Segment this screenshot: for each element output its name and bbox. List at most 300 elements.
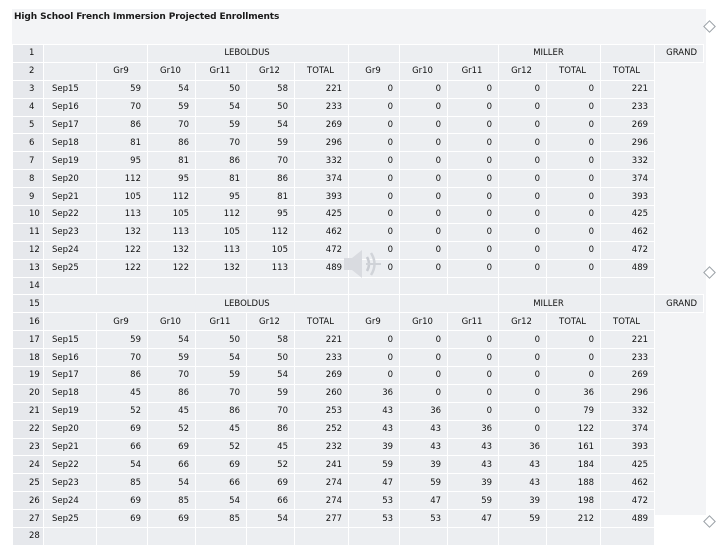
value-cell[interactable]: 221 [295,331,349,349]
row-number[interactable]: 1 [13,45,44,63]
school-name-miller[interactable]: MILLER [499,295,601,313]
year-label[interactable]: Sep16 [44,349,97,367]
value-cell[interactable]: 39 [349,438,400,456]
row-number[interactable]: 4 [13,98,44,116]
value-cell[interactable]: 69 [97,510,148,528]
year-label[interactable]: Sep25 [44,510,97,528]
value-cell[interactable]: 296 [295,134,349,152]
row-number[interactable]: 18 [13,349,44,367]
year-label[interactable]: Sep24 [44,241,97,259]
value-cell[interactable]: 39 [499,492,547,510]
value-cell[interactable]: 232 [295,438,349,456]
year-label[interactable]: Sep25 [44,259,97,277]
cell-empty[interactable] [400,277,448,295]
cell-empty[interactable] [97,277,148,295]
value-cell[interactable]: 43 [349,402,400,420]
value-cell[interactable]: 113 [196,241,247,259]
column-header[interactable]: Gr10 [400,313,448,331]
value-cell[interactable]: 332 [295,152,349,170]
cell-empty[interactable] [400,528,448,546]
value-cell[interactable]: 0 [448,367,499,385]
value-cell[interactable]: 0 [400,170,448,188]
column-header[interactable]: Gr11 [448,62,499,80]
row-number[interactable]: 12 [13,241,44,259]
value-cell[interactable]: 274 [295,474,349,492]
value-cell[interactable]: 296 [601,384,655,402]
value-cell[interactable]: 132 [196,259,247,277]
value-cell[interactable]: 36 [499,438,547,456]
value-cell[interactable]: 53 [349,492,400,510]
cell-empty[interactable] [295,528,349,546]
value-cell[interactable]: 221 [601,331,655,349]
value-cell[interactable]: 0 [547,223,601,241]
value-cell[interactable]: 59 [448,492,499,510]
value-cell[interactable]: 45 [97,384,148,402]
value-cell[interactable]: 69 [196,456,247,474]
cell-empty[interactable] [97,528,148,546]
value-cell[interactable]: 70 [196,384,247,402]
row-number[interactable]: 20 [13,384,44,402]
grand-total-header[interactable]: GRAND [655,295,704,313]
cell-empty[interactable] [400,295,499,313]
value-cell[interactable]: 66 [196,474,247,492]
row-number[interactable]: 8 [13,170,44,188]
row-number[interactable]: 13 [13,259,44,277]
value-cell[interactable]: 0 [400,331,448,349]
year-label[interactable]: Sep20 [44,420,97,438]
value-cell[interactable]: 374 [295,170,349,188]
row-number[interactable]: 23 [13,438,44,456]
value-cell[interactable]: 43 [400,420,448,438]
value-cell[interactable]: 86 [148,134,196,152]
cell-empty[interactable] [349,45,400,63]
value-cell[interactable]: 54 [97,456,148,474]
column-header[interactable]: Gr12 [247,62,295,80]
value-cell[interactable]: 58 [247,80,295,98]
value-cell[interactable]: 233 [295,349,349,367]
value-cell[interactable]: 81 [196,170,247,188]
value-cell[interactable]: 112 [97,170,148,188]
value-cell[interactable]: 0 [499,367,547,385]
value-cell[interactable]: 45 [247,438,295,456]
value-cell[interactable]: 59 [247,384,295,402]
row-number[interactable]: 28 [13,528,44,546]
value-cell[interactable]: 105 [148,206,196,224]
column-header[interactable]: TOTAL [295,62,349,80]
value-cell[interactable]: 86 [247,420,295,438]
year-label[interactable]: Sep23 [44,474,97,492]
value-cell[interactable]: 85 [97,474,148,492]
value-cell[interactable]: 233 [601,349,655,367]
row-number[interactable]: 25 [13,474,44,492]
value-cell[interactable]: 47 [448,510,499,528]
value-cell[interactable]: 70 [148,367,196,385]
cell-empty[interactable] [547,277,601,295]
value-cell[interactable]: 81 [247,188,295,206]
column-header[interactable]: Gr10 [148,62,196,80]
row-number[interactable]: 7 [13,152,44,170]
value-cell[interactable]: 0 [547,170,601,188]
value-cell[interactable]: 86 [247,170,295,188]
column-header[interactable]: Gr9 [97,313,148,331]
value-cell[interactable]: 0 [448,223,499,241]
value-cell[interactable]: 296 [601,134,655,152]
grand-total-header[interactable]: GRAND [655,45,704,63]
value-cell[interactable]: 132 [97,223,148,241]
value-cell[interactable]: 0 [448,188,499,206]
value-cell[interactable]: 0 [448,241,499,259]
value-cell[interactable]: 0 [400,206,448,224]
value-cell[interactable]: 0 [547,134,601,152]
row-number[interactable]: 11 [13,223,44,241]
value-cell[interactable]: 112 [148,188,196,206]
value-cell[interactable]: 0 [349,188,400,206]
value-cell[interactable]: 0 [499,241,547,259]
row-number[interactable]: 5 [13,116,44,134]
value-cell[interactable]: 0 [349,80,400,98]
value-cell[interactable]: 112 [247,223,295,241]
value-cell[interactable]: 425 [295,206,349,224]
value-cell[interactable]: 0 [499,116,547,134]
value-cell[interactable]: 274 [295,492,349,510]
value-cell[interactable]: 0 [547,331,601,349]
value-cell[interactable]: 36 [349,384,400,402]
year-label[interactable]: Sep18 [44,134,97,152]
value-cell[interactable]: 69 [148,438,196,456]
column-header[interactable]: Gr9 [97,62,148,80]
value-cell[interactable]: 161 [547,438,601,456]
value-cell[interactable]: 0 [547,98,601,116]
column-header[interactable]: Gr12 [499,62,547,80]
value-cell[interactable]: 43 [499,474,547,492]
resize-handle-bottom[interactable] [703,515,716,528]
column-header[interactable]: Gr11 [196,313,247,331]
value-cell[interactable]: 0 [448,116,499,134]
value-cell[interactable]: 47 [349,474,400,492]
value-cell[interactable]: 0 [547,206,601,224]
row-number[interactable]: 21 [13,402,44,420]
value-cell[interactable]: 0 [499,349,547,367]
value-cell[interactable]: 472 [295,241,349,259]
value-cell[interactable]: 0 [349,116,400,134]
value-cell[interactable]: 0 [448,384,499,402]
value-cell[interactable]: 0 [400,241,448,259]
cell-empty[interactable] [44,62,97,80]
value-cell[interactable]: 0 [400,80,448,98]
value-cell[interactable]: 86 [196,402,247,420]
value-cell[interactable]: 58 [247,331,295,349]
value-cell[interactable]: 269 [601,367,655,385]
value-cell[interactable]: 0 [448,98,499,116]
value-cell[interactable]: 489 [601,510,655,528]
value-cell[interactable]: 59 [247,134,295,152]
value-cell[interactable]: 0 [448,206,499,224]
value-cell[interactable]: 105 [97,188,148,206]
value-cell[interactable]: 0 [499,384,547,402]
value-cell[interactable]: 0 [499,152,547,170]
value-cell[interactable]: 489 [295,259,349,277]
value-cell[interactable]: 0 [400,367,448,385]
value-cell[interactable]: 122 [547,420,601,438]
cell-empty[interactable] [44,45,148,63]
value-cell[interactable]: 0 [400,134,448,152]
value-cell[interactable]: 374 [601,420,655,438]
value-cell[interactable]: 0 [499,206,547,224]
value-cell[interactable]: 132 [148,241,196,259]
school-name-miller[interactable]: MILLER [499,45,601,63]
value-cell[interactable]: 70 [247,152,295,170]
value-cell[interactable]: 54 [148,331,196,349]
cell-empty[interactable] [44,295,148,313]
value-cell[interactable]: 59 [196,367,247,385]
value-cell[interactable]: 43 [349,420,400,438]
value-cell[interactable]: 221 [295,80,349,98]
row-number[interactable]: 16 [13,313,44,331]
value-cell[interactable]: 43 [448,456,499,474]
value-cell[interactable]: 0 [400,116,448,134]
column-header[interactable]: TOTAL [601,313,655,331]
value-cell[interactable]: 54 [196,492,247,510]
value-cell[interactable]: 36 [400,402,448,420]
value-cell[interactable]: 0 [448,402,499,420]
value-cell[interactable]: 95 [196,188,247,206]
row-number[interactable]: 9 [13,188,44,206]
cell-empty[interactable] [499,277,547,295]
value-cell[interactable]: 113 [97,206,148,224]
value-cell[interactable]: 0 [547,367,601,385]
value-cell[interactable]: 113 [247,259,295,277]
value-cell[interactable]: 0 [349,206,400,224]
year-label[interactable]: Sep19 [44,152,97,170]
speaker-icon[interactable] [340,244,384,284]
value-cell[interactable]: 43 [400,438,448,456]
column-header[interactable]: Gr9 [349,62,400,80]
value-cell[interactable]: 66 [97,438,148,456]
year-label[interactable]: Sep20 [44,170,97,188]
value-cell[interactable]: 0 [400,384,448,402]
value-cell[interactable]: 184 [547,456,601,474]
row-number[interactable]: 14 [13,277,44,295]
column-header[interactable]: TOTAL [295,313,349,331]
value-cell[interactable]: 112 [196,206,247,224]
value-cell[interactable]: 0 [499,420,547,438]
cell-empty[interactable] [400,45,499,63]
cell-empty[interactable] [499,528,547,546]
cell-empty[interactable] [247,528,295,546]
value-cell[interactable]: 47 [400,492,448,510]
value-cell[interactable]: 0 [499,170,547,188]
value-cell[interactable]: 0 [448,152,499,170]
row-number[interactable]: 2 [13,62,44,80]
value-cell[interactable]: 105 [196,223,247,241]
cell-empty[interactable] [601,277,655,295]
value-cell[interactable]: 122 [97,259,148,277]
cell-empty[interactable] [44,313,97,331]
value-cell[interactable]: 0 [349,367,400,385]
value-cell[interactable]: 0 [499,188,547,206]
column-header[interactable]: Gr12 [247,313,295,331]
value-cell[interactable]: 462 [601,474,655,492]
value-cell[interactable]: 0 [547,349,601,367]
year-label[interactable]: Sep22 [44,456,97,474]
value-cell[interactable]: 0 [547,80,601,98]
value-cell[interactable]: 0 [448,170,499,188]
value-cell[interactable]: 0 [349,241,400,259]
value-cell[interactable]: 50 [196,80,247,98]
value-cell[interactable]: 43 [448,438,499,456]
value-cell[interactable]: 69 [97,420,148,438]
year-label[interactable]: Sep19 [44,402,97,420]
value-cell[interactable]: 0 [349,349,400,367]
value-cell[interactable]: 269 [295,116,349,134]
value-cell[interactable]: 0 [547,152,601,170]
value-cell[interactable]: 462 [601,223,655,241]
value-cell[interactable]: 0 [448,259,499,277]
value-cell[interactable]: 66 [247,492,295,510]
value-cell[interactable]: 54 [148,80,196,98]
value-cell[interactable]: 198 [547,492,601,510]
value-cell[interactable]: 81 [148,152,196,170]
value-cell[interactable]: 472 [601,241,655,259]
value-cell[interactable]: 59 [148,98,196,116]
column-header[interactable]: TOTAL [547,62,601,80]
value-cell[interactable]: 241 [295,456,349,474]
year-label[interactable]: Sep15 [44,80,97,98]
year-label[interactable]: Sep18 [44,384,97,402]
value-cell[interactable]: 233 [601,98,655,116]
value-cell[interactable]: 393 [295,188,349,206]
column-header[interactable]: Gr9 [349,313,400,331]
value-cell[interactable]: 81 [97,134,148,152]
value-cell[interactable]: 70 [148,116,196,134]
cell-empty[interactable] [448,277,499,295]
value-cell[interactable]: 0 [499,331,547,349]
value-cell[interactable]: 260 [295,384,349,402]
cell-empty[interactable] [44,277,97,295]
cell-empty[interactable] [601,528,655,546]
value-cell[interactable]: 50 [247,349,295,367]
value-cell[interactable]: 425 [601,206,655,224]
value-cell[interactable]: 0 [349,259,400,277]
value-cell[interactable]: 0 [400,152,448,170]
column-header[interactable]: Gr11 [196,62,247,80]
cell-empty[interactable] [601,45,655,63]
row-number[interactable]: 6 [13,134,44,152]
value-cell[interactable]: 95 [148,170,196,188]
value-cell[interactable]: 59 [97,331,148,349]
value-cell[interactable]: 95 [97,152,148,170]
cell-empty[interactable] [44,528,97,546]
value-cell[interactable]: 0 [349,170,400,188]
cell-empty[interactable] [148,528,196,546]
cell-empty[interactable] [601,295,655,313]
column-header[interactable]: Gr11 [448,313,499,331]
value-cell[interactable]: 36 [547,384,601,402]
value-cell[interactable]: 0 [400,259,448,277]
value-cell[interactable]: 332 [601,152,655,170]
value-cell[interactable]: 54 [247,116,295,134]
value-cell[interactable]: 0 [349,98,400,116]
column-header[interactable]: Gr10 [148,313,196,331]
year-label[interactable]: Sep21 [44,438,97,456]
value-cell[interactable]: 54 [247,367,295,385]
value-cell[interactable]: 70 [196,134,247,152]
value-cell[interactable]: 59 [196,116,247,134]
year-label[interactable]: Sep17 [44,367,97,385]
value-cell[interactable]: 122 [148,259,196,277]
value-cell[interactable]: 52 [247,456,295,474]
value-cell[interactable]: 69 [97,492,148,510]
value-cell[interactable]: 70 [247,402,295,420]
cell-empty[interactable] [547,528,601,546]
value-cell[interactable]: 59 [349,456,400,474]
value-cell[interactable]: 0 [400,349,448,367]
column-header[interactable]: TOTAL [547,313,601,331]
value-cell[interactable]: 59 [400,474,448,492]
value-cell[interactable]: 54 [196,98,247,116]
value-cell[interactable]: 0 [448,134,499,152]
year-label[interactable]: Sep15 [44,331,97,349]
value-cell[interactable]: 39 [400,456,448,474]
value-cell[interactable]: 45 [148,402,196,420]
value-cell[interactable]: 233 [295,98,349,116]
value-cell[interactable]: 0 [448,80,499,98]
column-header[interactable]: Gr12 [499,313,547,331]
value-cell[interactable]: 85 [196,510,247,528]
year-label[interactable]: Sep23 [44,223,97,241]
value-cell[interactable]: 59 [148,349,196,367]
column-header[interactable]: Gr10 [400,62,448,80]
value-cell[interactable]: 374 [601,170,655,188]
row-number[interactable]: 3 [13,80,44,98]
value-cell[interactable]: 462 [295,223,349,241]
value-cell[interactable]: 39 [448,474,499,492]
value-cell[interactable]: 95 [247,206,295,224]
value-cell[interactable]: 332 [601,402,655,420]
value-cell[interactable]: 472 [601,492,655,510]
value-cell[interactable]: 36 [448,420,499,438]
value-cell[interactable]: 0 [448,331,499,349]
value-cell[interactable]: 0 [547,188,601,206]
row-number[interactable]: 17 [13,331,44,349]
school-name-leboldus[interactable]: LEBOLDUS [148,45,349,63]
value-cell[interactable]: 0 [547,116,601,134]
value-cell[interactable]: 45 [196,420,247,438]
cell-empty[interactable] [196,277,247,295]
value-cell[interactable]: 0 [400,223,448,241]
row-number[interactable]: 15 [13,295,44,313]
row-number[interactable]: 24 [13,456,44,474]
value-cell[interactable]: 0 [349,331,400,349]
year-label[interactable]: Sep22 [44,206,97,224]
value-cell[interactable]: 59 [97,80,148,98]
value-cell[interactable]: 0 [499,259,547,277]
value-cell[interactable]: 252 [295,420,349,438]
cell-empty[interactable] [247,277,295,295]
value-cell[interactable]: 212 [547,510,601,528]
value-cell[interactable]: 269 [601,116,655,134]
school-name-leboldus[interactable]: LEBOLDUS [148,295,349,313]
value-cell[interactable]: 70 [97,98,148,116]
row-number[interactable]: 26 [13,492,44,510]
row-number[interactable]: 19 [13,367,44,385]
value-cell[interactable]: 52 [196,438,247,456]
value-cell[interactable]: 122 [97,241,148,259]
value-cell[interactable]: 50 [196,331,247,349]
value-cell[interactable]: 489 [601,259,655,277]
value-cell[interactable]: 188 [547,474,601,492]
value-cell[interactable]: 277 [295,510,349,528]
